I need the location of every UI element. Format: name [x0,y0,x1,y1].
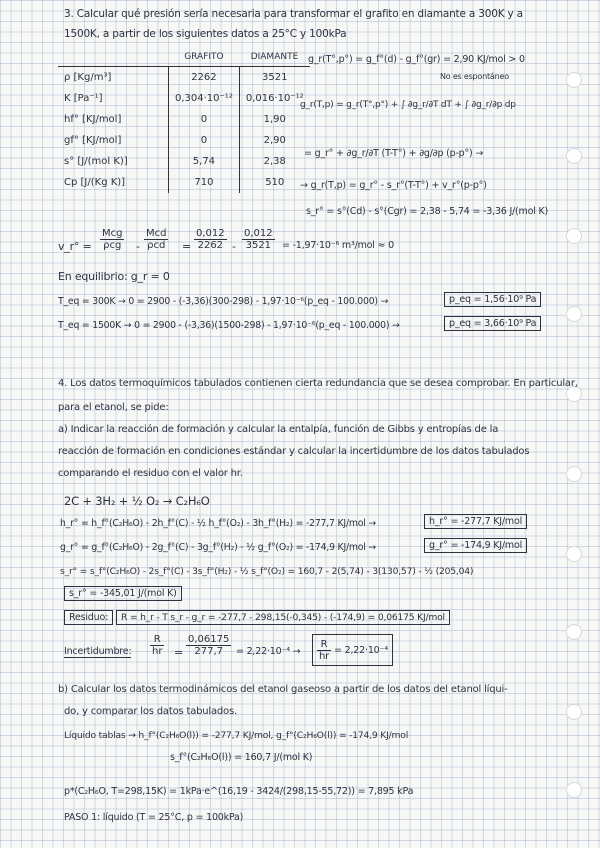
minus-sign: - [232,240,236,253]
minus-sign: - [136,240,140,253]
table-row [58,130,310,151]
binder-hole [566,72,582,88]
row-label: gf° [KJ/mol] [64,135,122,146]
binder-hole [566,704,582,720]
incert-answer: = 2,22·10⁻⁴ [334,644,388,656]
gr-standard-equation: g_r(T°,p°) = g_f°(d) - g_f°(gr) = 2,90 KJ/mol > 0 [308,54,525,65]
gr-integral-equation: g_r(T,p) = g_r(T°,p°) + ∫ ∂g_r/∂T dT + ∫ ∂g_r/∂p dp [300,100,516,110]
part-a-line2: reacción de formación en condiciones estándar y calcular la incertidumbre de los datos tabulados [58,446,530,457]
incertidumbre-label: Incertidumbre: [64,646,132,657]
problem3-statement-line2: 1500K, a partir de los siguientes datos a 25°C y 100kPa [64,28,347,40]
part-b-line1: b) Calcular los datos termodinámicos del etanol gaseoso a partir de los datos del etanol líqui- [58,684,508,695]
grafito-value: 0 [169,109,240,130]
enthalpy-line: h_r° = h_f°(C₂H₆O) - 2h_f°(C) - ½ h_f°(O₂) - 3h_f°(H₂) = -277,7 KJ/mol → [60,518,376,529]
incert-fraction-2 [186,634,231,657]
vr-den-2: ρcd [147,240,166,251]
liquid-table-line1: Líquido tablas → h_f°(C₂H₆O(l)) = -277,7 KJ/mol, g_f°(C₂H₆O(l)) = -174,9 KJ/mol [64,730,409,741]
incert-fraction-3 [317,639,331,662]
vr-fraction-4 [242,228,275,251]
grafito-value: 710 [169,172,240,193]
vr-result: = -1,97·10⁻⁶ m³/mol ≈ 0 [282,240,394,251]
vr-num-2: Mcd [146,228,167,239]
vr-den-4: 3521 [245,240,272,251]
table-header-empty [58,48,169,67]
sr-calculation: s_r° = s°(Cd) - s°(Cgr) = 2,38 - 5,74 = -3,36 J/(mol K) [306,206,549,217]
part-a-line3: comparando el residuo con el valor hr. [58,468,243,479]
gibbs-line: g_r° = g_f°(C₂H₆O) - 2g_f°(C) - 3g_f°(H₂) - ½ g_f°(O₂) = -174,9 KJ/mol → [60,542,376,553]
binder-hole [566,466,582,482]
paso-1-line: PASO 1: líquido (T = 25°C, p = 100kPa) [64,812,244,823]
entropy-answer: s_r° = -345,01 J/(mol K) [64,586,182,601]
incert-num-1: R [150,634,164,646]
diamante-value: 510 [239,172,309,193]
equals-sign: = [182,240,192,253]
table-row [58,109,310,130]
entropy-line: s_r° = s_f°(C₂H₆O) - 2s_f°(C) - 3s_f°(H₂) - ½ s_f°(O₂) = 160,7 - 2(5,74) - 3(130,57) - ½ (205,04) [60,566,474,577]
part-a-line1: a) Indicar la reacción de formación y calcular la entalpía, función de Gibbs y entropías de la [58,424,499,435]
liquid-table-line2: s_f°(C₂H₆O(l)) = 160,7 J/(mol K) [170,752,313,763]
incert-num-3: R [317,639,331,651]
binder-hole [566,228,582,244]
diamante-value: 2,38 [239,151,309,172]
vr-fraction-1 [100,228,124,251]
table-row [58,88,310,109]
residuo-label: Residuo: [64,610,113,625]
equals-sign: = [174,646,184,659]
vr-fraction-2 [144,228,168,251]
part-b-line2: do, y comparar los datos tabulados. [64,706,237,717]
gibbs-answer: g_r° = -174,9 KJ/mol [424,538,527,553]
incert-value: = 2,22·10⁻⁴ → [236,646,301,657]
formation-reaction: 2C + 3H₂ + ½ O₂ → C₂H₆O [64,494,210,508]
enthalpy-answer: h_r° = -277,7 KJ/mol [424,514,527,529]
vr-fraction-3 [194,228,227,251]
grafito-value: 2262 [169,67,240,89]
vr-num-3: 0,012 [196,228,225,239]
binder-hole [566,306,582,322]
incert-den-2: 277,7 [194,646,223,657]
vapor-pressure-line: p*(C₂H₆O, T=298,15K) = 1kPa·e^(16,19 - 3424/(298,15-55,72)) = 7,895 kPa [64,786,414,797]
vr-den-3: 2262 [197,240,224,251]
gr-final-equation: → g_r(T,p) = g_r° - s_r°(T-T°) + v_r°(p-p°) [300,180,487,191]
diamante-value: 1,90 [239,109,309,130]
row-label: hf° [KJ/mol] [64,114,122,125]
incert-den-1: hr [152,646,163,657]
binder-hole [566,624,582,640]
teq-1500-line: T_eq = 1500K → 0 = 2900 - (-3,36)(1500-298) - 1,97·10⁻⁶(p_eq - 100.000) → [58,320,400,331]
incert-answer-box [312,634,393,666]
peq-1500-answer: p_eq = 3,66·10⁹ Pa [444,316,541,331]
incert-num-2: 0,06175 [188,634,230,645]
vr-num-4: 0,012 [244,228,273,239]
grafito-value: 5,74 [169,151,240,172]
equilibrium-condition: En equilibrio: g_r = 0 [58,270,170,283]
properties-table [58,48,310,193]
row-label: s° [J/(mol K)] [64,156,128,167]
table-header-grafito: GRAFITO [169,48,240,67]
table-row [58,172,310,193]
diamante-value: 0,016·10⁻¹² [239,88,309,109]
incert-fraction-1 [150,634,164,657]
problem4-statement-line2: para el etanol, se pide: [58,402,169,413]
row-label: ρ [Kg/m³] [64,72,112,83]
table-header-row [58,48,310,67]
row-label: Cp [J/(Kg K)] [64,177,126,188]
teq-300-line: T_eq = 300K → 0 = 2900 - (-3,36)(300-298) - 1,97·10⁻⁶(p_eq - 100.000) → [58,296,389,307]
residuo-expression: R = h_r - T s_r - g_r = -277,7 - 298,15(-0,345) - (-174,9) = 0,06175 KJ/mol [116,610,450,625]
table-header-diamante: DIAMANTE [239,48,309,67]
vr-lhs: v_r° = [58,240,92,253]
incert-den-3: hr [319,650,330,662]
gr-linearized-equation: = g_r° + ∂g_r/∂T (T-T°) + ∂g/∂p (p-p°) → [304,148,484,159]
problem4-statement-line1: 4. Los datos termoquímicos tabulados contienen cierta redundancia que se desea comprobar. En particular, [58,378,578,389]
table-row [58,151,310,172]
peq-300-answer: p_eq = 1,56·10⁹ Pa [444,292,541,307]
vr-num-1: Mcg [102,228,123,239]
problem3-statement-line1: 3. Calcular qué presión sería necesaria para transformar el grafito en diamante a 300K y a [64,8,523,20]
binder-hole [566,148,582,164]
row-label: K [Pa⁻¹] [64,93,103,104]
table-row [58,67,310,89]
not-spontaneous-note: No es espontáneo [440,72,509,81]
grafito-value: 0,304·10⁻¹² [169,88,240,109]
grafito-value: 0 [169,130,240,151]
binder-hole [566,546,582,562]
vr-den-1: ρcg [103,240,122,251]
binder-hole [566,782,582,798]
diamante-value: 3521 [239,67,309,89]
diamante-value: 2,90 [239,130,309,151]
